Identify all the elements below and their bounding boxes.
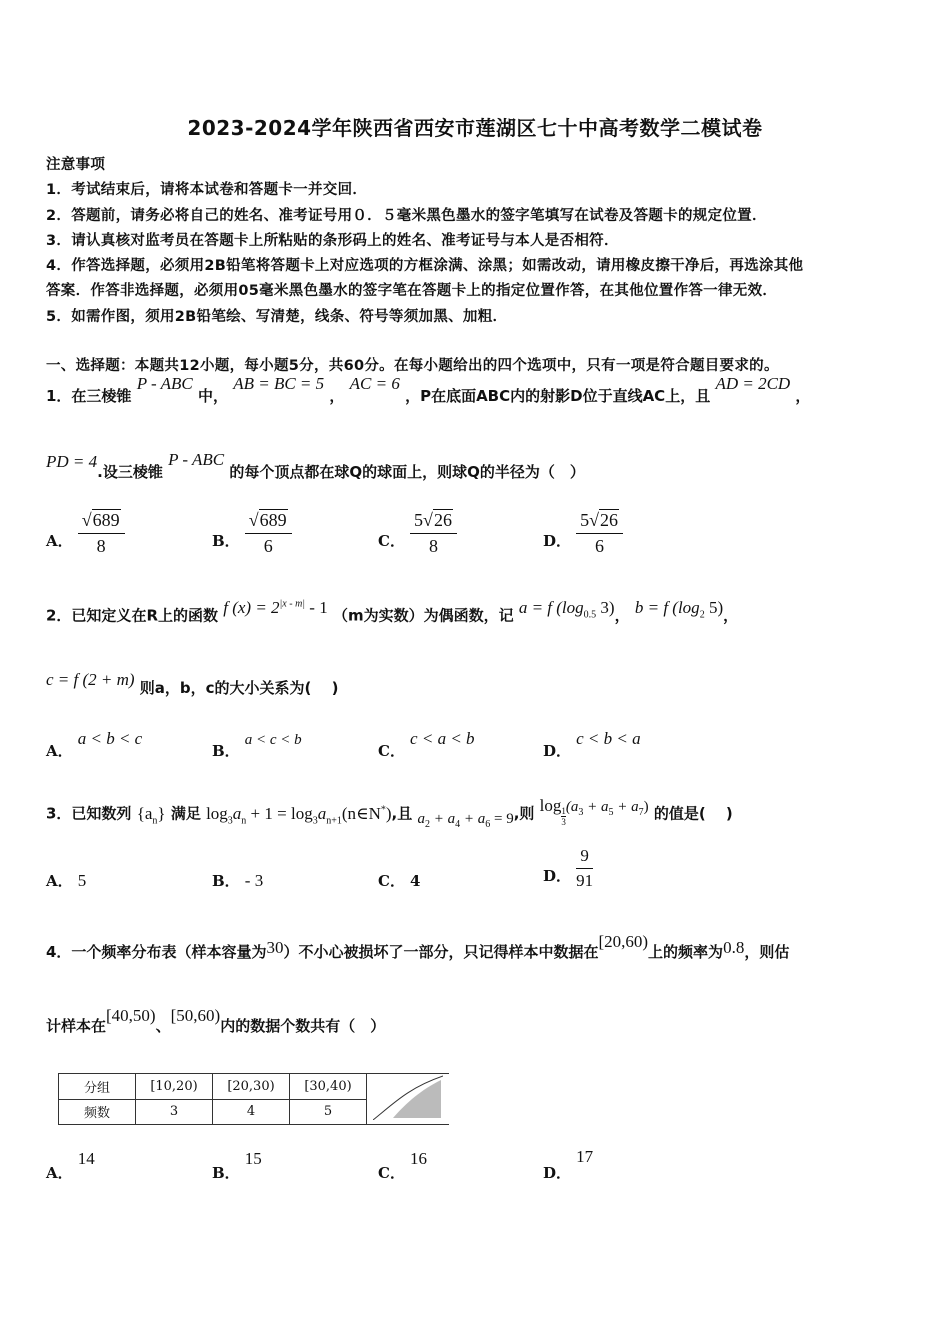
fraction: $\frac{5√26}{8}$ bbox=[410, 510, 457, 557]
question-3-option-b[interactable]: B． - 3 bbox=[212, 871, 264, 890]
page-title: 2023-2024学年陕西省西安市莲湖区七十中高考数学二模试卷 bbox=[187, 116, 763, 140]
question-1-option-a[interactable]: A． $\frac{√689}{8}$ bbox=[46, 510, 125, 557]
question-2-option-d[interactable]: D． c < b < a bbox=[543, 729, 641, 760]
notice-item: 5．如需作图，须用2B铅笔绘、写清楚，线条、符号等须加黑、加粗． bbox=[46, 309, 508, 325]
math-expression: [40,50) bbox=[106, 1006, 156, 1025]
torn-page-icon bbox=[373, 1074, 443, 1120]
math-expression: [50,60) bbox=[170, 1006, 221, 1025]
math-expression: P - ABC bbox=[168, 450, 225, 469]
question-2-option-c[interactable]: C． c < a < b bbox=[378, 729, 475, 760]
math-expression: AB = BC = 5 bbox=[233, 374, 325, 393]
fraction: $\frac{√689}{8}$ bbox=[78, 510, 125, 557]
math-expression: a = f ($\log_{0.5}$ 3) bbox=[518, 597, 615, 621]
question-1-line-2: PD = 4.设三棱锥 P - ABC 的每个顶点都在球Q的球面上，则球Q的半径为（ ） bbox=[46, 450, 585, 481]
question-1-option-b[interactable]: B． $\frac{√689}{6}$ bbox=[212, 510, 292, 557]
math-expression: $\log_3a_n + 1$ = $\log_3a_{n+1}(n\in N^*)$ bbox=[206, 803, 392, 827]
question-4-option-d[interactable]: D． 17 bbox=[543, 1147, 594, 1182]
math-expression: c = f (2 + m) bbox=[46, 670, 135, 689]
notice-item: 答案．作答非选择题，必须用05毫米黑色墨水的签字笔在答题卡上的指定位置作答，在其他位置作答一律无效． bbox=[46, 283, 778, 299]
question-4-line-1: 4．一个频率分布表（样本容量为30）不小心被损坏了一部分，只记得样本中数据在[20,60)上的频率为0.8，则估 bbox=[46, 932, 790, 961]
question-1-option-d[interactable]: D． $\frac{5√26}{6}$ bbox=[543, 510, 623, 557]
math-expression: log $\frac{1}{3}$ $(a_3 + a_5 + a_7)$ bbox=[539, 795, 649, 827]
question-4-option-c[interactable]: C． 16 bbox=[378, 1149, 428, 1182]
question-4-option-b[interactable]: B． 15 bbox=[212, 1149, 262, 1182]
notice-item: 2．答题前，请务必将自己的姓名、准考证号用０．５毫米黑色墨水的签字笔填写在试卷及答题卡的规定位置． bbox=[46, 208, 767, 224]
fraction: $\frac{√689}{6}$ bbox=[245, 510, 292, 557]
notice-item: 3．请认真核对监考员在答题卡上所粘贴的条形码上的姓名、准考证号与本人是否相符． bbox=[46, 233, 619, 249]
fraction: $\frac{5√26}{6}$ bbox=[576, 510, 623, 557]
question-2-option-a[interactable]: A． a < b < c bbox=[46, 729, 143, 760]
question-2-option-b[interactable]: B． a < c < b bbox=[212, 732, 302, 760]
question-3-line: 3．已知数列 $\{a_n\}$ 满足 $\log_3a_n + 1$ = $\log_3a_{n+1}(n\in N^*)$,且 $a_2 + a_4 + a_6 = 9$,则 log $\frac{1}{3}$ $(a_3 + a_5 + a_7)$ 的值是( ) bbox=[46, 795, 733, 830]
math-expression: $a_2 + a_4 + a_6 = 9$ bbox=[417, 810, 514, 830]
notice-item: 1．考试结束后，请将本试卷和答题卡一并交回． bbox=[46, 182, 368, 198]
math-expression: b = f ($\log_2$ 5) bbox=[634, 597, 724, 621]
math-expression: $\{a_n\}$ bbox=[136, 803, 166, 827]
math-expression: P - ABC bbox=[136, 374, 193, 393]
question-1-line-1: 1．在三棱锥 P - ABC 中， AB = BC = 5 ， AC = 6 ，P在底面ABC内的射影D位于直线AC上，且 AD = 2CD ， bbox=[46, 374, 811, 405]
question-4-line-2: 计样本在[40,50)、[50,60)内的数据个数共有（ ） bbox=[46, 1006, 386, 1035]
table-row: 分组 [10,20) [20,30) [30,40) bbox=[59, 1074, 450, 1100]
question-3-option-a[interactable]: A． 5 bbox=[46, 871, 87, 890]
question-1-option-c[interactable]: C． $\frac{5√26}{8}$ bbox=[378, 510, 457, 557]
question-2-line-1: 2．已知定义在R上的函数 f $(x) = 2^{|x - m|} - 1$ （m为实数）为偶函数，记 a = f ($\log_{0.5}$ 3)， b = f ($\log_2$ 5)， bbox=[46, 597, 739, 625]
question-4-option-a[interactable]: A． 14 bbox=[46, 1149, 95, 1182]
question-2-line-2: c = f (2 + m) 则a，b，c的大小关系为( ) bbox=[46, 670, 339, 697]
math-expression: f $(x) = 2^{|x - m|} - 1$ bbox=[223, 597, 328, 617]
math-expression: [20,60) bbox=[598, 932, 649, 951]
question-3-option-c[interactable]: C． 4 bbox=[378, 872, 421, 890]
frequency-table bbox=[58, 1073, 449, 1125]
math-expression: AC = 6 bbox=[349, 374, 400, 393]
fraction: $\frac{9}{91}$ bbox=[576, 846, 594, 890]
math-expression: PD = 4 bbox=[46, 452, 98, 471]
question-3-option-d[interactable]: D． $\frac{9}{91}$ bbox=[543, 846, 594, 890]
table-row: 频数 3 4 5 bbox=[59, 1099, 450, 1125]
notice-item: 4．作答选择题，必须用2B铅笔将答题卡上对应选项的方框涂满、涂黑；如需改动，请用橡皮擦干净后，再选涂其他 bbox=[46, 258, 804, 274]
torn-corner bbox=[367, 1074, 450, 1125]
math-expression: AD = 2CD bbox=[715, 374, 791, 393]
section-heading: 一、选择题：本题共12小题，每小题5分，共60分。在每小题给出的四个选项中，只有一项是符合题目要求的。 bbox=[46, 358, 779, 374]
notice-heading: 注意事项 bbox=[46, 157, 106, 173]
